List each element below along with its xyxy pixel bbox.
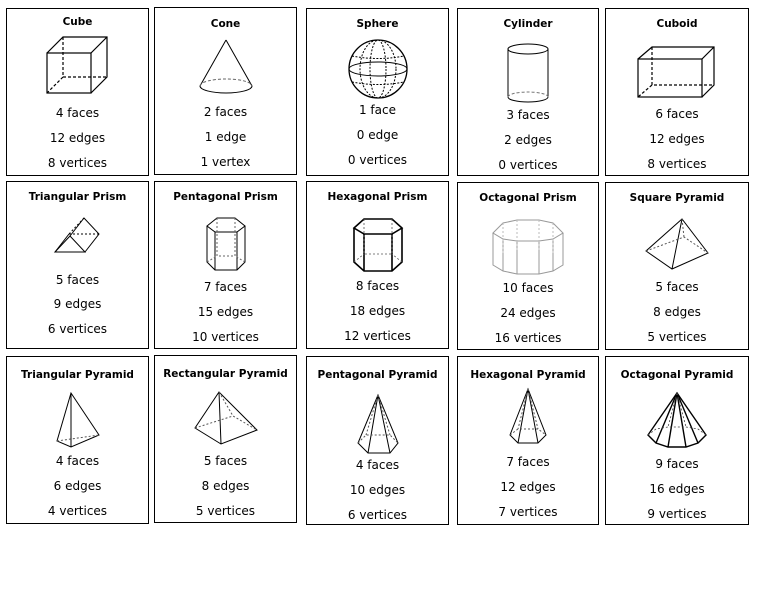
card-rectangular-pyramid	[154, 355, 297, 523]
faces-count: 3 faces	[506, 108, 550, 122]
vertices-count: 7 vertices	[498, 505, 558, 519]
vertices-count: 6 vertices	[347, 508, 408, 522]
edges-count: 10 edges	[349, 483, 406, 497]
hexagonal-prism-icon	[307, 216, 448, 274]
faces-count: 1 face	[358, 103, 396, 117]
octagonal-pyramid-icon	[606, 391, 748, 451]
faces-count: 9 faces	[655, 457, 699, 471]
pentagonal-prism-icon	[155, 216, 296, 274]
faces-count: 4 faces	[355, 458, 400, 472]
hexagonal-pyramid-icon	[458, 387, 598, 447]
card-title: Pentagonal Pyramid	[317, 369, 438, 381]
card-title: Rectangular Pyramid	[163, 368, 288, 380]
card-title: Hexagonal Pyramid	[470, 369, 586, 381]
vertices-count: 5 vertices	[195, 504, 256, 518]
card-hexagonal-prism	[306, 181, 449, 349]
vertices-count: 9 vertices	[647, 507, 707, 521]
card-title: Cylinder	[503, 18, 553, 30]
faces-count: 5 faces	[655, 280, 699, 294]
edges-count: 1 edge	[204, 130, 247, 144]
triangular-prism-icon	[7, 216, 148, 258]
sphere-icon	[307, 39, 448, 99]
card-cube	[6, 8, 149, 176]
faces-count: 8 faces	[355, 279, 400, 293]
card-cylinder	[457, 8, 599, 176]
edges-count: 6 edges	[53, 479, 102, 493]
vertices-count: 10 vertices	[192, 330, 259, 344]
edges-count: 8 edges	[653, 305, 701, 319]
card-triangular-prism	[6, 181, 149, 349]
card-title: Octagonal Prism	[479, 192, 577, 204]
triangular-pyramid-icon	[7, 391, 148, 449]
edges-count: 12 edges	[49, 131, 106, 145]
vertices-count: 6 vertices	[47, 322, 108, 336]
faces-count: 4 faces	[55, 106, 100, 120]
card-cone	[154, 7, 297, 175]
edges-count: 9 edges	[53, 297, 102, 311]
card-title: Triangular Prism	[28, 191, 127, 203]
edges-count: 8 edges	[201, 479, 250, 493]
faces-count: 6 faces	[655, 107, 699, 121]
card-title: Triangular Pyramid	[21, 369, 134, 381]
vertices-count: 1 vertex	[200, 155, 251, 169]
faces-count: 4 faces	[55, 454, 100, 468]
octagonal-prism-icon	[458, 219, 598, 277]
card-square-pyramid	[605, 182, 749, 350]
card-octagonal-pyramid	[605, 356, 749, 525]
card-pentagonal-pyramid	[306, 356, 449, 525]
vertices-count: 8 vertices	[47, 156, 108, 170]
card-hexagonal-pyramid	[457, 356, 599, 525]
card-title: Cone	[210, 18, 241, 30]
faces-count: 7 faces	[506, 455, 550, 469]
vertices-count: 8 vertices	[647, 157, 707, 171]
rectangular-pyramid-icon	[155, 390, 296, 448]
pentagonal-pyramid-icon	[307, 393, 448, 455]
cylinder-icon	[458, 43, 598, 105]
card-title: Sphere	[356, 18, 399, 30]
edges-count: 0 edge	[356, 128, 399, 142]
edges-count: 15 edges	[197, 305, 254, 319]
cuboid-icon	[606, 45, 748, 101]
edges-count: 12 edges	[500, 480, 556, 494]
square-pyramid-icon	[606, 217, 748, 273]
vertices-count: 12 vertices	[344, 329, 411, 343]
faces-count: 10 faces	[502, 281, 554, 295]
vertices-count: 4 vertices	[47, 504, 108, 518]
vertices-count: 0 vertices	[347, 153, 408, 167]
card-title: Octagonal Pyramid	[620, 369, 734, 381]
card-title: Cuboid	[656, 18, 698, 30]
card-sphere	[306, 8, 449, 176]
vertices-count: 0 vertices	[498, 158, 558, 172]
card-title: Cube	[62, 16, 93, 28]
faces-count: 5 faces	[203, 454, 248, 468]
edges-count: 16 edges	[649, 482, 705, 496]
card-title: Hexagonal Prism	[327, 191, 428, 203]
edges-count: 2 edges	[504, 133, 552, 147]
faces-count: 7 faces	[203, 280, 248, 294]
card-title: Pentagonal Prism	[173, 191, 278, 203]
card-pentagonal-prism	[154, 181, 297, 349]
vertices-count: 5 vertices	[647, 330, 707, 344]
cone-icon	[155, 38, 296, 98]
edges-count: 24 edges	[500, 306, 556, 320]
edges-count: 12 edges	[649, 132, 705, 146]
card-cuboid	[605, 8, 749, 176]
card-title: Square Pyramid	[629, 192, 725, 204]
card-octagonal-prism	[457, 182, 599, 350]
faces-count: 5 faces	[55, 273, 100, 287]
edges-count: 18 edges	[349, 304, 406, 318]
cube-icon	[7, 33, 148, 97]
vertices-count: 16 vertices	[494, 331, 562, 345]
faces-count: 2 faces	[203, 105, 248, 119]
card-triangular-pyramid	[6, 356, 149, 524]
